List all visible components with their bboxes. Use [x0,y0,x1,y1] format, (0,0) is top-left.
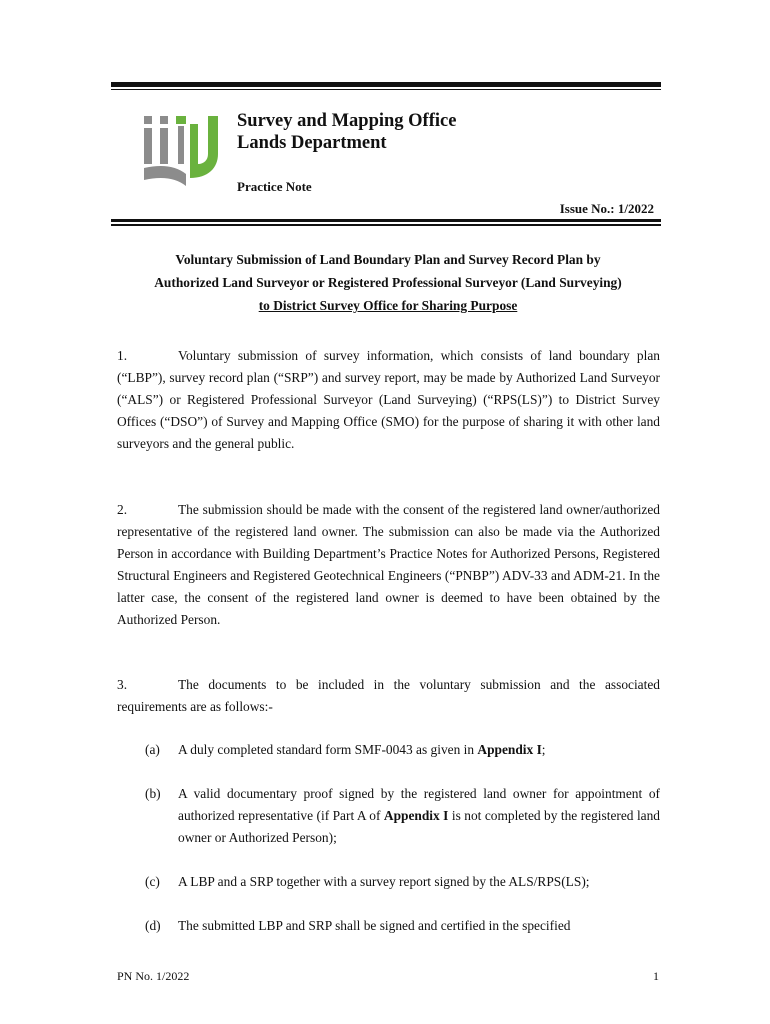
paragraph-1 [117,345,660,455]
list-item-d: (d) The submitted LBP and SRP shall be signed and certified in the specified [145,915,660,937]
header-bottom-rule [111,219,661,222]
logo-grey-part [144,116,186,186]
paragraph-text: The documents to be included in the voluntary submission and the associated requirements are as follows:- [117,677,660,714]
list-item-b: (b) A valid documentary proof signed by the registered land owner for appointment of authorized representative (if Part A of Appendix I is not completed by the registered land owner or Authorized Person); [145,783,660,849]
title-line3: to District Survey Office for Sharing Purpose [258,298,518,313]
paragraph-number: 2. [117,502,128,517]
list-item-label: (d) [145,918,161,933]
issue-number: Issue No.: 1/2022 [559,201,654,216]
page-number: 1 [653,969,659,983]
doc-type-label: Practice Note [237,179,312,194]
list-item-label: (b) [145,786,161,801]
header-top-rule-thin [111,89,661,90]
org-name-line1: Survey and Mapping Office [237,111,457,131]
paragraph-number: 1. [117,348,128,363]
paragraph-text: The submission should be made with the consent of the registered land owner/authorized representative of the registered land owner. The submission can also be made via the Authorized Person in accordance with Building Department’s Practice Notes for Authorized Persons, Registered Structural Engineers and Registered Geotechnical Engineers (“PNBP”) ADV-33 and ADM-21. In the latter case, the consent of the registered land owner is deemed to have been obtained by the Authorized Person. [117,502,660,627]
smo-logo-icon [142,114,224,194]
paragraph-text: Voluntary submission of survey information, which consists of land boundary plan (“LBP”), survey record plan (“SRP”) and survey report, may be made by Authorized Land Surveyor (“ALS”) or Registered Professional Surveyor (Land Surveying) (“RPS(LS)”) to District Survey Offices (“DSO”) of Survey and Mapping Office (SMO) for the purpose of sharing it with other land surveyors and the general public. [117,348,660,451]
title-line2: Authorized Land Surveyor or Registered Professional Surveyor (Land Surveying) [154,275,622,290]
header-top-rule [111,82,661,87]
header-bottom-rule-thin [111,224,661,226]
appendix-ref: Appendix I [477,742,542,757]
paragraph-3 [117,674,660,718]
paragraph-2 [117,499,660,631]
title-line1: Voluntary Submission of Land Boundary Plan and Survey Record Plan by [175,252,601,267]
paragraph-number: 3. [117,677,128,692]
list-item-c: (c) A LBP and a SRP together with a survey report signed by the ALS/RPS(LS); [145,871,660,893]
org-name [237,110,456,154]
list-item-a: (a) A duly completed standard form SMF-0043 as given in Appendix I; [145,739,660,761]
list-item-label: (a) [145,742,160,757]
org-name-line2: Lands Department [237,133,387,153]
footer-pn-number: PN No. 1/2022 [117,969,190,983]
list-item-label: (c) [145,874,160,889]
appendix-ref: Appendix I [383,808,449,823]
document-title [111,248,665,317]
